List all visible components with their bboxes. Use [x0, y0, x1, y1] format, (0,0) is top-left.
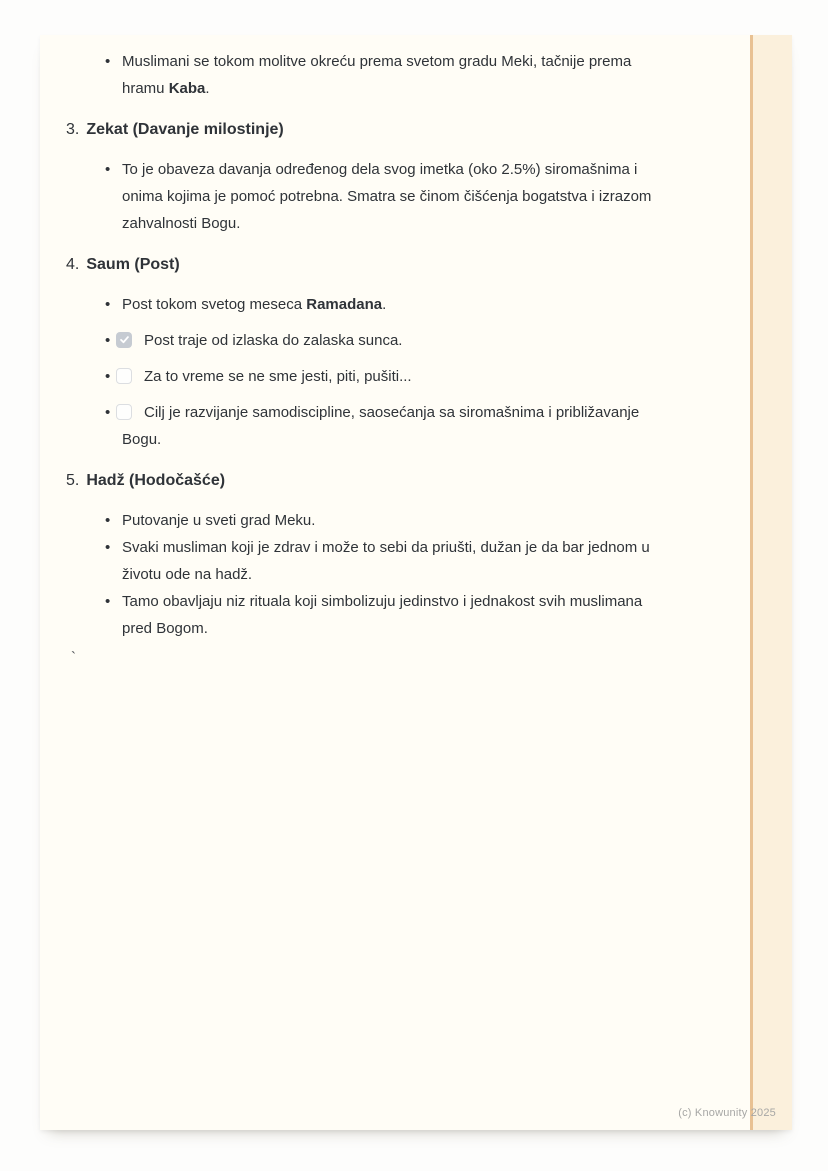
list-item [105, 588, 670, 642]
bullet-icon: • [105, 512, 111, 529]
list-item [105, 327, 670, 354]
bullet-list [66, 48, 686, 102]
list-item [105, 291, 670, 318]
section-heading [66, 253, 686, 277]
bullet-icon: • [105, 53, 111, 70]
section-title: Saum (Post) [86, 256, 180, 273]
stray-mark: ` [71, 649, 76, 666]
checkmark-icon [119, 334, 130, 345]
section-heading [66, 118, 686, 142]
checkbox-unchecked-icon[interactable] [116, 368, 132, 384]
list-item [105, 156, 670, 237]
bullet-icon: • [105, 332, 111, 349]
document-section [66, 118, 686, 237]
item-text: . [205, 80, 210, 97]
bullet-icon: • [105, 593, 111, 610]
bullet-list [66, 291, 686, 453]
item-text: Muslimani se tokom molitve okreću prema svetom gradu Meki, tačnije prema hramu [122, 53, 632, 97]
bullet-icon: • [105, 296, 111, 313]
item-text-bold: Kaba [168, 80, 206, 97]
item-text: To je obaveza davanja određenog dela svog imetka (oko 2.5%) siromašnima i onima kojima je pomoć potrebna. Smatra se činom čišćenja bogatstva i izrazom zahvalnosti Bogu. [122, 161, 652, 232]
document-section [66, 469, 686, 642]
checkbox-unchecked-icon[interactable] [116, 404, 132, 420]
section-title: Hadž (Hodočašće) [86, 472, 226, 489]
section-number: 5. [66, 472, 80, 489]
section-number: 3. [66, 121, 80, 138]
list-item [105, 363, 670, 390]
page-right-stripe [750, 35, 792, 1130]
list-item [105, 507, 670, 534]
section-number: 4. [66, 256, 80, 273]
bullet-icon: • [105, 161, 111, 178]
checkbox-checked-icon[interactable] [116, 332, 132, 348]
item-text: Cilj je razvijanje samodiscipline, saosećanja sa siromašnima i približavanje Bogu. [122, 404, 640, 448]
bullet-icon: • [105, 539, 111, 556]
bullet-icon: • [105, 368, 111, 385]
list-item [105, 399, 670, 453]
item-text: Tamo obavljaju niz rituala koji simbolizuju jedinstvo i jednakost svih muslimana pred Bogom. [122, 593, 643, 637]
bullet-list [66, 156, 686, 237]
document-page [40, 35, 792, 1130]
document-section [66, 253, 686, 453]
document-content [40, 35, 686, 654]
section-heading [66, 469, 686, 493]
watermark: (c) Knowunity 2025 [678, 1107, 776, 1119]
document-section [66, 48, 686, 102]
item-text-bold: Ramadana [306, 296, 383, 313]
list-item [105, 48, 670, 102]
list-item [105, 534, 670, 588]
item-text: Post traje od izlaska do zalaska sunca. [144, 332, 403, 349]
item-text: Za to vreme se ne sme jesti, piti, pušiti... [144, 368, 412, 385]
bullet-list [66, 507, 686, 642]
item-text: Svaki musliman koji je zdrav i može to sebi da priušti, dužan je da bar jednom u životu ode na hadž. [122, 539, 650, 583]
item-text: Post tokom svetog meseca [122, 296, 307, 313]
item-text: . [382, 296, 387, 313]
section-title: Zekat (Davanje milostinje) [86, 121, 284, 138]
bullet-icon: • [105, 404, 111, 421]
item-text: Putovanje u sveti grad Meku. [122, 512, 316, 529]
